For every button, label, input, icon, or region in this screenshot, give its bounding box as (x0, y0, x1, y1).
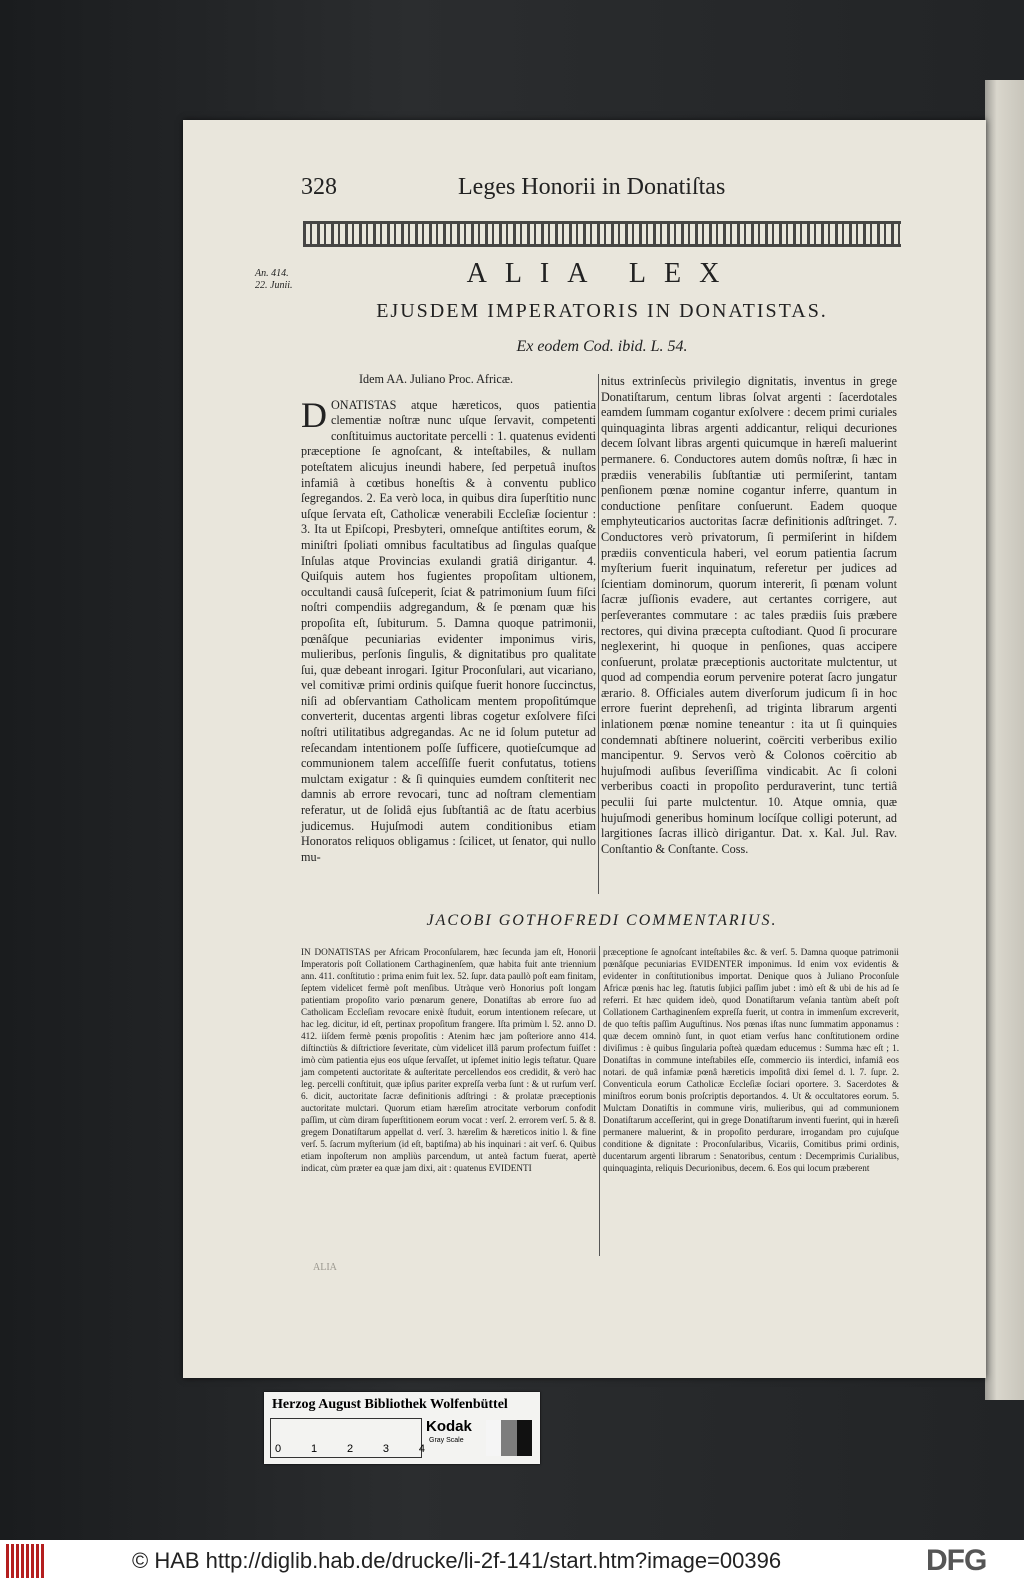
scale-number-0: 0 (275, 1443, 282, 1455)
commentary-divider (599, 946, 600, 1256)
lex-title: ALIA LEX (466, 258, 738, 289)
book-page (183, 120, 986, 1378)
footer-bar (0, 1540, 1024, 1582)
dfg-logo-icon: DFG (926, 1544, 987, 1577)
law-text-right-column (601, 374, 897, 857)
margin-date-year: An. 414. (255, 268, 289, 279)
scale-number-3: 3 (382, 1443, 390, 1455)
commentary-left-column (301, 946, 596, 1174)
scale-numbers (275, 1443, 425, 1455)
lex-source: Ex eodem Cod. ibid. L. 54. (516, 338, 688, 355)
kodak-subtitle: Gray Scale (429, 1437, 464, 1444)
scale-number-1: 1 (310, 1443, 318, 1455)
lex-subtitle: EJUSDEM IMPERATORIS IN DONATISTAS. (376, 300, 828, 322)
gray-patch-black (517, 1420, 532, 1456)
gray-patch-mid (501, 1420, 516, 1456)
gray-patches (486, 1420, 532, 1456)
ornament-band (303, 221, 901, 247)
kodak-logo: Kodak (426, 1418, 472, 1435)
running-head: Leges Honorii in Donatiſtas (458, 174, 726, 200)
law-text-right: nitus extrinſecùs privilegio dignitatis, inventus in grege Donatiſtarum, centum libras ſolvat argenti : ſacerdotales eamdem ſummam cogantur exſolvere : decem primi curiales quinquaginta libras argenti addicantur, reliqui decuriones decem ſolvant libras argenti quicumque in hæreſi maluerint permanere. 6. Conductores autem domûs noſtræ, ſi hæc in prædiis venerabilis ſubſtantiæ uti permiſerint, tantam penſionem pœnæ nomine cogantur inferre, quantum in conductione penſitare conſuerunt. Eadem quoque emphyteuticarios auctoritas ſacræ definitionis adſtringet. 7. Conductores verò privatorum, ſi permiſerint in hiſdem prædiis conventicula haberi, vel eorum patientia ſacrum myſterium fuerit inquinatum, referetur per judices ad ſcientiam dominorum, quorum intererit, ſi pœnam volunt ſacræ juſſionis evadere, aut certantes corrigere, aut perſeverantes commutare : ac tales prædiis ſuis præbere rectores, qui divina præcepta cuſtodiant. Quod ſi procurare neglexerint, hi quoque in penſiones, quas accipere conſuerunt, prolatæ præceptionis auctoritate mulctentur, ut quod ad compendia eorum pervenire poterat ſacro jungatur ærario. 8. Officiales autem diverſorum judicum ſi in hoc errore fuerint deprehenſi, ad triginta librarum argenti inlationem pœnæ nomine teneantur : ita ut ſi quinquies condemnati abſtinere noluerint, coërciti verberibus exilio mancipentur. 9. Servos verò & Colonos coërcitio ab hujuſmodi auſibus ſeveriſſima vindicabit. Ac ſi coloni verberibus coacti in propoſito perduraverint, tunc tertiâ peculii ſui parte mulctentur. 10. Atque omnia, quæ hujuſmodi generibus hominum locíſque colligi poterunt, ad largitiones ſacras illicò dirigantur. Dat. x. Kal. Jul. Rav. Conſtantio & Conſtante. Coss. (601, 374, 897, 856)
library-name: Herzog August Bibliothek Wolfenbüttel (272, 1397, 508, 1412)
commentary-right-column (603, 946, 899, 1174)
law-addressee: Idem AA. Juliano Proc. Africæ. (359, 372, 514, 386)
commentary-text-left: IN DONATISTAS per Africam Proconſularem, hæc ſecunda jam eſt, Honorii Imperatoris poſt Collationem Carthaginenſem, quæ habita fuit ante triennium ann. 411. conſtitutio : prima enim fuit lex. 52. ſupr. data paullò poſt eam finitam, ſeptem videlicet fermè poſt menſibus. Utràque verò Honorius poſt longam patientiam propoſito vario pœnarum genere, Donatiſtas ab errore ſuo ad Catholicam Eccleſiam revocare enixè ſtuduit, eorum intentionem reſecare, ut hac leg. dicitur, id eſt, pertinax propoſitum frangere. Iſta primùm l. 52. anno D. 412. iiſdem fermè pœnis propoſitis : Atenim hæc jam poſteriore anno 414. diſtinctiùs & diſtrictiore ſeveritate, cùm videlicet illâ parum profectum fuiſſet : imò cùm patientia ejus eos uſque ſervaſſet, ut ipſemet initio legis teſtatur. Quare jam competenti auctoritate & auſteritate percellendos eos credidit, & verò hac leg. percelli conſtituit, quæ ipſius pariter expreſſa verba ſunt : & ut rurſum verſ. 6. dicit, auctoritate ſacræ definitionis adſtringi : & prolatæ præceptionis auctoritate mulctari. Quorum etiam hæreſim atrocitate verborum confodit paſſim, ut cùm diram ſuperſtitionem eorum vocat : verſ. 2. errorem verſ. 5. & 8. gregem Donatiſtarum appellat d. verſ. 3. hæreſim & hæreticos initio l. & fine verſ. 5. ſacrum myſterium (id eſt, baptiſma) ab his inquinari : ait verſ. 6. Quibus etiam inpoſterum non ampliùs parcendum, ut anteà factum fuerat, apertè indicat, cùm præter ea quæ jam dixi, ait : quatenus EVIDENTI (301, 947, 596, 1173)
law-text-left-column (301, 372, 596, 865)
page-number: 328 (301, 174, 337, 200)
column-divider (598, 374, 599, 894)
commentary-title: JACOBI GOTHOFREDI COMMENTARIUS. (426, 912, 778, 929)
gray-scale-ruler (270, 1418, 425, 1458)
law-text-left: ONATISTAS atque hæreticos, quos patientia clementiæ noſtræ nunc uſque ſervavit, competenti conſtituimus auctoritate percelli : 1. quatenus evidenti præceptione ſe agnoſcant, & inteſtabiles, & nullam poteſtatem alicujus ineundi habere, ſed perpetuâ inuſtos infamiâ à cœtibus honeſtis & à conventu publico ſegregandos. 2. Ea verò loca, in quibus dira ſuperſtitio nunc uſque ſervata eſt, Catholicæ venerabili Eccleſiæ ſocientur : 3. Ita ut Epiſcopi, Presbyteri, omneſque antiſtites eorum, & miniſtri ſpoliati omnibus facultatibus ad ſingulas quaſque Inſulas atque Provincias exulandi gratiâ dirigantur. 4. Quiſquis autem hos fugientes propoſitam ultionem, occultandi causâ ſuſceperit, ſciat & patrimonium ſuum fiſci noſtri compendiis adgregandum, & ſe pœnam quæ his propoſita eſt, ſubiturum. 5. Damna quoque patrimonii, pœnâſque pecuniarias evidenter imponimus viris, mulieribus, perſonis ſingulis, & dignitatibus pro qualitate ſui, quæ debeant inrogari. Igitur Proconſulari, aut vicariano, vel comitivæ primi ordinis quiſque fuerit honore ſuccinctus, niſi ad obſervantiam Catholicam mentem propoſitúmque converterit, ducentas argenti libras cogetur exſolvere fiſci noſtri utilitatibus adgregandas. Ac ne id ſolum putetur ad reſecandam intentionem poſſe ſufficere, quotieſcumque ad communionem talem acceſſiſſe fuerit confutatus, totiens mulctam exigatur : & ſi quinquies eumdem conſtiterit nec damnis ab errore revocari, tunc ad noſtram clementiam referatur, ut de ſolidâ ejus ſubſtantiâ ac de ſtatu acerbius judicemus. Hujuſmodi autem conditionibus etiam Honoratos reliquos obligamus : ſcilicet, ut ſenator, qui nullo mu- (301, 397, 596, 864)
drop-cap: D (301, 394, 327, 435)
gray-patch-white (486, 1420, 501, 1456)
library-label-card (264, 1392, 540, 1464)
next-page-edge (985, 80, 1024, 1400)
hab-barcode-icon (6, 1544, 46, 1578)
commentary-text-right: præceptione ſe agnoſcant inteſtabiles &c. & verſ. 5. Damna quoque patrimonii pœnâſque pecuniarias EVIDENTER imponimus. Id enim vox evidentis & evidenter in conſtitutionibus importat. Denique quos à Juliano Proconſule Africæ pœnis hac leg. ſtatutis ſubjici paſſim jubet : imò eſt & ubi de his ad ſe referri. Et hæc quidem ideò, quod Donatiſtarum veſania tantùm abeſt poſt Collationem Carthaginenſem expreſſa fuerit, ut contra in immenſum excreverit, de quo teſtis paſſim Auguſtinus. Nos pœnas iſtas nunc ſummatim apponamus : quæ decem omninò ſunt, in quot etiam verſus hanc conſtitutionem ordine diviſimus : è quibus ſingularia poſteà quædam educemus : Summa hæc eſt ; 1. Donatiſtas in commune inteſtabiles eſſe, commercio iis interdici, infamiâ eos notari. de quâ infamiæ pœnâ hæreticis impoſitâ dixi ſemel d. l. 7. ſupr. 2. Conventicula eorum Catholicæ Eccleſiæ ſociari oportere. 3. Sacerdotes & miniſtros eorum bonis proſcriptis deportandos. 4. Ut & occultatores eorum. 5. Mulctam Donatiſtis in commune viris, mulieribus, qui ad communionem Donatiſtarum acceſſerint, qui in grege Donatiſtarum inventi fuerint, qui in hæreſi permanere maluerint, & in propoſito perdurare, irrogandam pro cujuſque conditione & dignitate : Proconſularibus, Vicariis, Comitibus primi ordinis, ducentarum argenti librarum : Senatoribus, centum : Decemprimis Curialibus, quinquaginta, reliquis Decurionibus, decem. 6. Eos qui locum præberent (603, 947, 899, 1173)
footer-url[interactable]: © HAB http://diglib.hab.de/drucke/li-2f-141/start.htm?image=00396 (132, 1548, 782, 1573)
margin-date (255, 268, 293, 292)
catchword: ALIA (313, 1262, 337, 1273)
scale-number-4: 4 (418, 1443, 425, 1455)
scale-number-2: 2 (346, 1443, 354, 1455)
margin-date-day: 22. Junii. (255, 280, 293, 291)
